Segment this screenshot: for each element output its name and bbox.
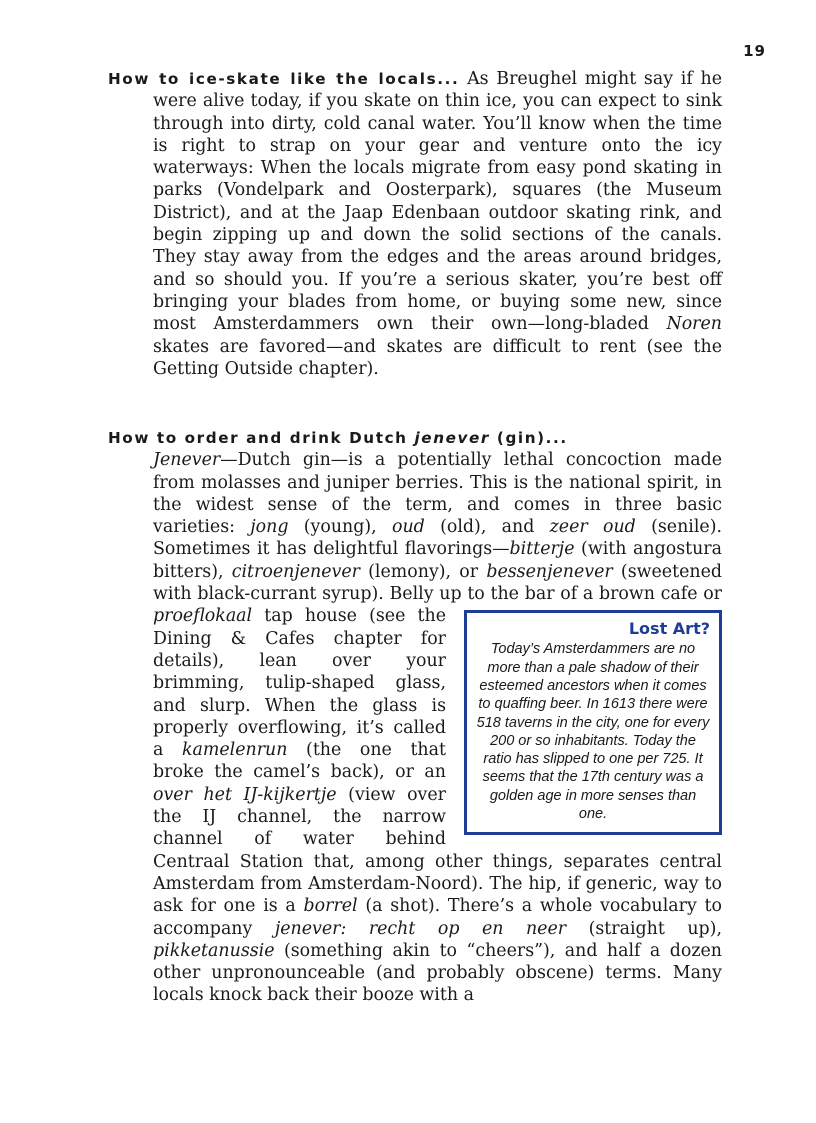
italic-term: bessenjenever xyxy=(486,561,613,582)
sidebar-box xyxy=(464,610,722,835)
italic-term: zeer oud xyxy=(549,517,636,538)
entry-text: (old), and xyxy=(424,517,550,538)
italic-term: bitterje xyxy=(509,539,575,560)
heading-part: How to order and drink Dutch xyxy=(108,429,415,447)
italic-term: Noren xyxy=(666,314,722,335)
entry-jenever xyxy=(108,427,722,1007)
page-number: 19 xyxy=(743,42,766,60)
italic-term: citroenjenever xyxy=(231,561,360,582)
entry-text: —Dutch gin—is a potentially lethal concoction made from molasses and juniper berries. This is the national spirit, in the widest sense of the term, and comes in three basic varieties: xyxy=(153,450,722,538)
italic-term: borrel xyxy=(303,896,358,917)
entry-jenever-paragraph xyxy=(108,427,722,1007)
heading-part: (gin)... xyxy=(490,429,568,447)
entry-text: As Breughel might say if he were alive today, if you skate on thin ice, you can expect to sink through into dirty, cold canal water. You’ll know when the time is right to strap on your gear and venture onto the icy waterways: When the locals migrate from easy pond skating in parks (Vondelpark and Oosterpark), squares (the Museum District), and at the Jaap Edenbaan outdoor skating rink, and begin zipping up and down the solid sections of the canals. They stay away from the edges and the areas around bridges, and so should you. If you’re a serious skater, you’re best off bringing your blades from home, or buying some new, since most Amsterdammers own their own—long-bladed xyxy=(153,69,723,335)
entry-heading: How to ice-skate like the locals... xyxy=(108,70,460,88)
heading-italic-part: jenever xyxy=(414,429,491,447)
entry-text: (straight up), xyxy=(566,918,722,939)
entry-ice-skating-paragraph xyxy=(108,68,722,380)
entry-text: (view over the IJ channel, the narrow channel of water behind Centraal Station that, among other things, separates central Amsterdam from Amsterdam-Noord). The hip, if generic, way to ask for one is a xyxy=(153,784,722,917)
entry-text: tap house (see the Dining & Cafes chapter for details), lean over your brimming, tulip-shaped glass, and slurp. When the glass is properly overflowing, it’s called a xyxy=(153,606,446,761)
italic-term: jong xyxy=(250,517,289,538)
entry-text: (the one that broke the camel’s back), or an xyxy=(153,740,446,783)
sidebar-title: Lost Art? xyxy=(628,619,710,639)
entry-text: (a shot). There’s a whole vocabulary to accompany xyxy=(153,896,722,939)
entry-text: (something akin to “cheers”), and half a dozen other unpronounceable (and probably obscene) terms. Many locals knock back their booze with a xyxy=(153,940,722,1006)
entry-text: skates are favored—and skates are difficult to rent (see the Getting Outside chapter). xyxy=(153,336,722,379)
italic-term: Jenever xyxy=(153,450,221,471)
sidebar-body: Today’s Amsterdammers are no more than a pale shadow of their esteemed ancestors when it comes to quaffing beer. In 1613 there were 518 taverns in the city, one for every 200 or so inhabitants. Today the ratio has slipped to one per 725. It seems that the 17th century was a golden age in more senses than one. xyxy=(476,641,710,823)
entry-heading xyxy=(108,429,568,447)
italic-term: proeflokaal xyxy=(153,606,253,627)
italic-term: pikketanussie xyxy=(153,940,275,961)
entry-text: (with angostura bitters), xyxy=(153,539,722,582)
italic-term: over het IJ-kijkertje xyxy=(153,784,337,805)
italic-term: oud xyxy=(392,517,425,538)
entry-text: (lemony), or xyxy=(359,561,487,582)
entry-text: (senile). Sometimes it has delightful flavorings— xyxy=(153,517,723,560)
entry-ice-skating xyxy=(108,68,722,380)
entry-text: (sweetened with black-currant syrup). Belly up to the bar of a brown cafe or xyxy=(153,561,722,605)
italic-term: jenever: recht op en neer xyxy=(274,918,567,939)
entry-text: (young), xyxy=(288,517,392,538)
italic-term: kamelenrun xyxy=(181,740,288,761)
